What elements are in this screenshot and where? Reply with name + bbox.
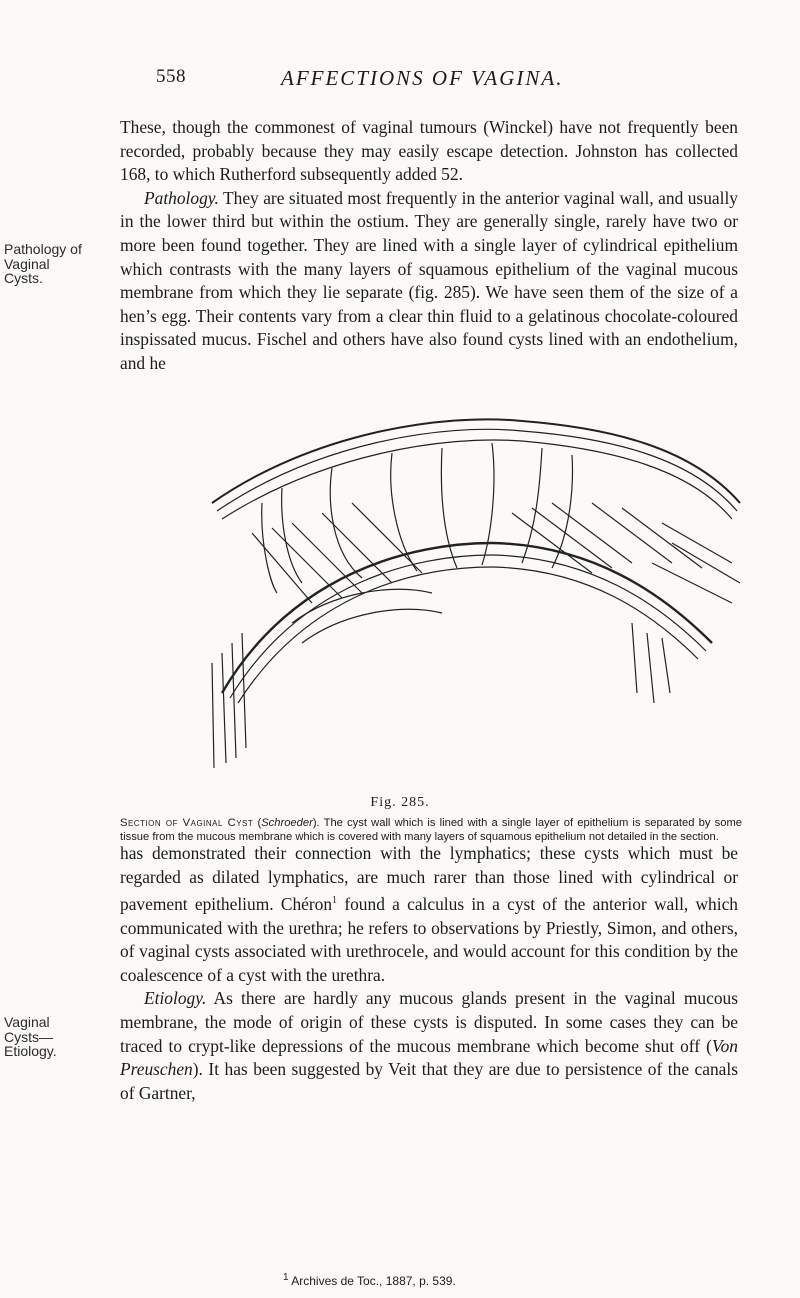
caption-title: Section of Vaginal Cyst — [120, 817, 254, 829]
paragraph-etiology: Etiology. As there are hardly any mucous glands present in the vaginal mucous membrane, the mode of origin of these cysts is disputed. In some cases they can be traced to crypt-like depressions of the mucous membrane which become shut off (Von Preuschen). It has been suggested by Veit that they are due to persistence of the canals of Gartner, — [120, 988, 738, 1103]
figure-caption: Section of Vaginal Cyst (Schroeder). The cyst wall which is lined with a single layer of epithelium is separated by some tissue from the mucous membrane which is covered with many layers of squamous epithelium not detailed in the section. — [120, 817, 742, 843]
running-title: AFFECTIONS OF VAGINA. — [281, 66, 564, 90]
pathology-heading: Pathology. — [144, 187, 219, 208]
sidenote-etiology: Vaginal Cysts—Etiology. — [4, 1014, 57, 1059]
caption-text: The cyst wall which is lined with a single layer of epithelium is separated by some tissue from the mucous membrane which is covered with many layers of squamous epithelium not detailed in the section. — [120, 817, 742, 843]
paragraph-lymphatics: has demonstrated their connection with the lymphatics; these cysts which must be regarded as dilated lymphatics, are much rarer than those lined with cylindrical or pavement epithelium. Chéron$^1$ found a calculus in a cyst of the anterior wall, which communicated with the urethra; he refers to observations by Priestly, Simon, and others, of vaginal cysts associated with urethrocele, and would account for this condition by the coalescence of a cyst with the urethra. — [120, 843, 738, 985]
page-header — [0, 66, 800, 96]
footnote-marker: 1 — [332, 895, 338, 907]
figure-label: Fig. 285. — [370, 795, 430, 810]
sidenote-pathology: Pathology of Vaginal Cysts. — [4, 241, 82, 286]
paragraph-intro: These, though the commonest of vaginal tumours (Winckel) have not frequently been recorded, probably because they may easily escape detection. Johnston has collected 168, to which Rutherford subsequently added 52. — [120, 117, 738, 185]
etiology-heading: Etiology. — [144, 988, 207, 1009]
paragraph-pathology: Pathology. They are situated most frequently in the anterior vaginal wall, and usually in the lower third but within the ostium. They are generally single, rarely have two or more been found together. They are lined with a single layer of cylindrical epithelium which contrasts with the many layers of squamous epithelium of the vaginal mucous membrane from which they lie separate (fig. 285). We have seen them of the size of a hen’s egg. Their contents vary from a clear thin fluid to a gelatinous chocolate-coloured inspissated mucus. Fischel and others have also found cysts lined with an endothelium, and he — [120, 187, 738, 373]
figure-285-illustration — [192, 393, 747, 773]
body-bottom — [120, 842, 738, 1105]
caption-author: Schroeder — [261, 817, 313, 829]
footnote: $^1$ Archives de Toc., 1887, p. 539. — [283, 1272, 456, 1288]
body-top — [120, 116, 738, 376]
page-number: 558 — [156, 66, 186, 87]
